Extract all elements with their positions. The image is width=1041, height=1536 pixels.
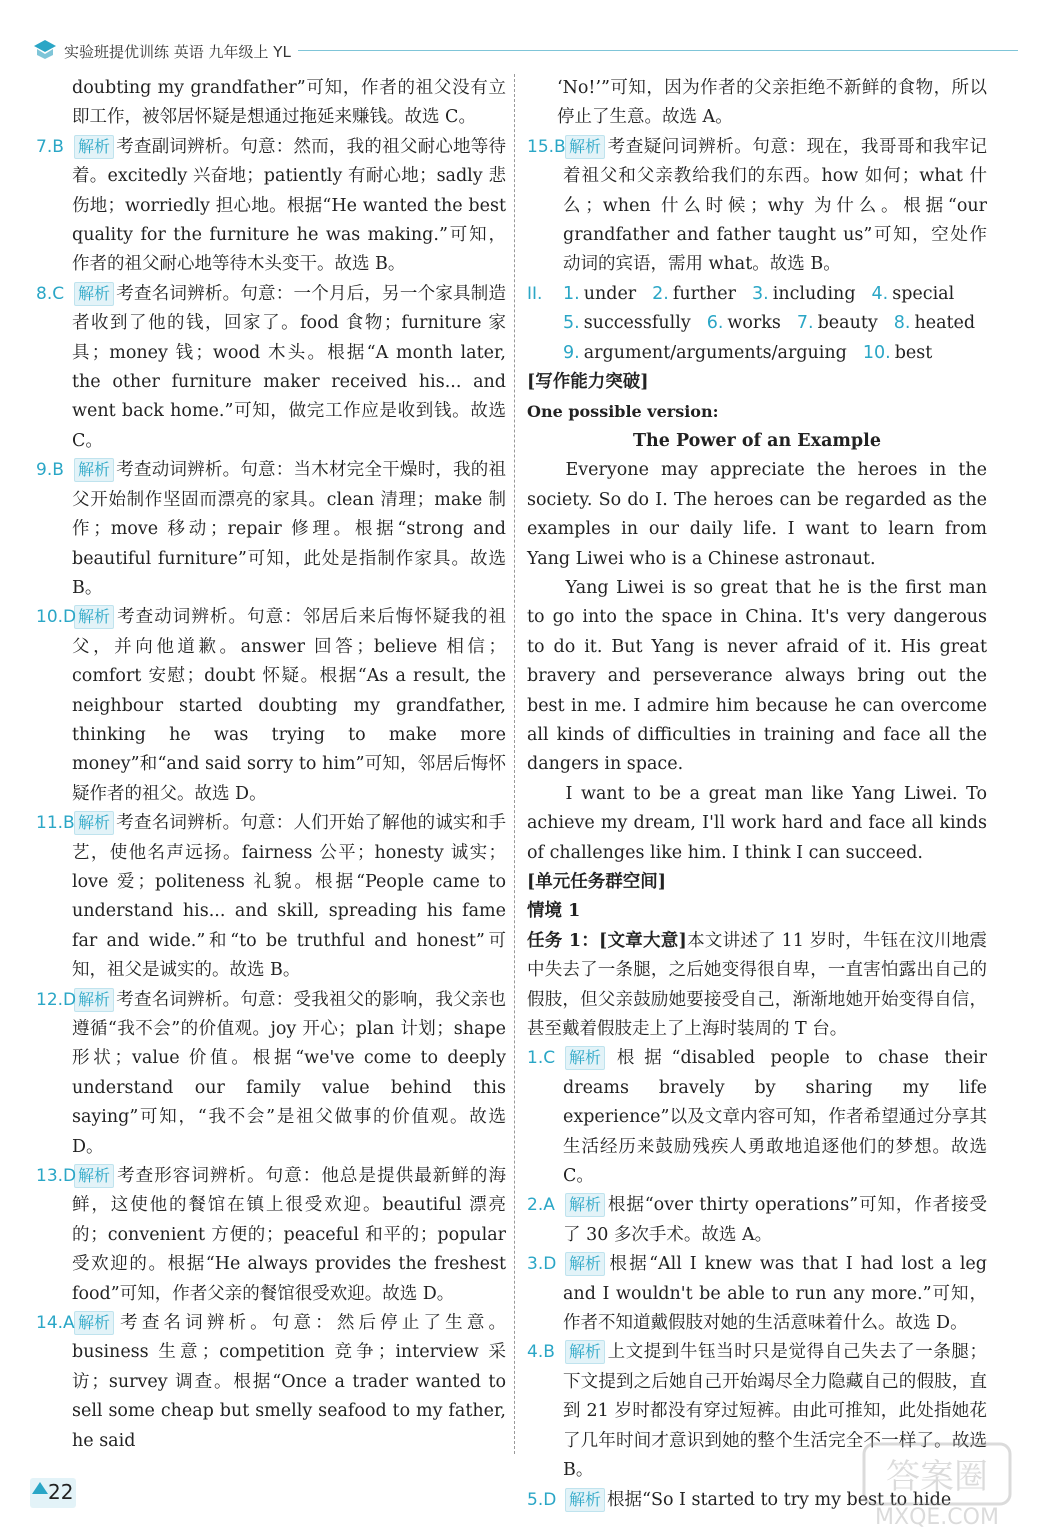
item-text: 考查名词辨析。句意：然后停止了生意。business 生意；competition 竞争；interview 采访；survey 调查。根据“Once a trader wanted to sell some cheap but smelly seafood to my father, he said	[72, 1313, 506, 1451]
answer-item	[36, 603, 506, 809]
item-text: 考查名词辨析。句意：一个月后，另一个家具制造者收到了他的钱，回家了。food 食物；furniture 家具；money 钱；wood 木头。根据“A month later, the other furniture maker received his... and went back home.”可知，做完工作应是收到钱。故选 C。	[72, 283, 506, 451]
item-number: 2.A	[527, 1195, 555, 1216]
essay-paragraph: Everyone may appreciate the heroes in the society. So do I. The heroes can be regarded as the examples in our daily life. I want to learn from Yang Liwei who is a Chinese astronaut.	[527, 460, 987, 569]
task-tag: [文章大意]	[599, 930, 687, 951]
fill-answer: 4. special	[871, 283, 955, 304]
item-number: 11.B	[36, 813, 75, 834]
analysis-tag: 解析	[74, 1311, 114, 1335]
item-text: 考查名词辨析。句意：受我祖父的影响，我父亲也遵循“我不会”的价值观。joy 开心；plan 计划；shape 形状；value 价值。根据“we've come to deeply understand our family value behind this saying”可知，“我不会”是祖父做事的价值观。故选 D。	[72, 989, 506, 1157]
fill-in-section	[527, 280, 987, 368]
analysis-tag: 解析	[74, 282, 114, 306]
answer-item	[36, 1309, 506, 1456]
item-text: 根据“over thirty operations”可知，作者接受了 30 多次手术。故选 A。	[563, 1195, 987, 1245]
item-number: 1.C	[527, 1048, 556, 1069]
fill-answer: 6. works	[706, 313, 781, 334]
answer-item	[527, 1044, 987, 1191]
answer-item-15	[527, 133, 987, 280]
fill-row	[563, 309, 987, 338]
item-number: 7.B	[36, 136, 64, 157]
item-text: 根据“All I knew was that I had lost a leg and I wouldn't be able to run any more.”可知，作者不知道戴假肢对她的生活意味着什么。故选 D。	[563, 1254, 987, 1334]
item-text: 根据“disabled people to chase their dreams bravely by sharing my life experience”以及文章内容可知，作者希望通过分享其生活经历来鼓励残疾人勇敢地追逐他们的梦想。故选 C。	[563, 1048, 987, 1187]
right-column	[527, 74, 987, 1515]
analysis-tag: 解析	[565, 1193, 605, 1217]
item-text: 根据“So I started to try my best to hide	[607, 1489, 952, 1510]
fill-answer: 10. best	[862, 342, 933, 363]
analysis-tag: 解析	[565, 1488, 605, 1512]
left-answer-list	[36, 133, 506, 1456]
essay-paragraph: I want to be a great man like Yang Liwei. To achieve my dream, I'll work hard and face all kinds of challenges like him. I think I can succeed.	[527, 783, 987, 863]
item-text: 上文提到牛钰当时只是觉得自己失去了一条腿；下文提到之后她自己开始竭尽全力隐藏自己的假肢，直到 21 岁时都没有穿过短裤。由此可推知，此处指她花了几年时间才意识到她的整个生活完全不一样了。故选 B。	[563, 1342, 987, 1481]
fill-answer: 8. heated	[893, 313, 976, 334]
analysis-tag: 解析	[74, 811, 114, 835]
item-text: 考查动词辨析。句意：邻居后来后悔怀疑我的祖父，并向他道歉。answer 回答；believe 相信；comfort 安慰；doubt 怀疑。根据“As a result, the neighbour started doubting my grandfather, thinking he was trying to make more money”和“and said sorry to him”可知，邻居后悔怀疑作者的祖父。故选 D。	[72, 607, 506, 804]
header-rule	[298, 50, 1018, 51]
arrow-up-icon	[32, 1482, 48, 1494]
fill-answer: 7. beauty	[796, 313, 878, 334]
header-title: 实验班提优训练 英语 九年级上 YL	[64, 43, 291, 61]
analysis-tag: 解析	[565, 1340, 605, 1364]
item-number: 13.D	[36, 1166, 77, 1187]
item-number: 5.D	[527, 1489, 557, 1510]
answer-item	[36, 456, 506, 603]
answer-item	[527, 1250, 987, 1338]
page-number: 22	[30, 1478, 80, 1512]
writing-heading: [写作能力突破]	[527, 372, 649, 393]
item-number: 4.B	[527, 1342, 555, 1363]
task-summary: 任务 1：[文章大意]本文讲述了 11 岁时，牛钰在汶川地震中失去了一条腿，之后她变得很自卑，一直害怕露出自己的假肢，但父亲鼓励她要接受自己，渐渐地她开始变得自信，甚至戴着假肢走上了上海时装周的 T 台。	[527, 930, 987, 1039]
unit-heading: [单元任务群空间]	[527, 871, 667, 892]
item-number: 10.D	[36, 607, 77, 628]
item-number: 12.D	[36, 989, 77, 1010]
item-text: 考查名词辨析。句意：人们开始了解他的诚实和手艺，使他名声远扬。fairness 公平；honesty 诚实；love 爱；politeness 礼貌。根据“People came to understand his... and skill, spreading his fame far and wide.”和“to be truthful and honest”可知，祖父是诚实的。故选 B。	[72, 813, 506, 981]
section-number: II.	[527, 283, 543, 304]
fill-answer: 3. including	[752, 283, 856, 304]
fill-row	[563, 339, 987, 368]
fill-answer: 2. further	[652, 283, 737, 304]
answer-item	[36, 280, 506, 456]
page-header	[20, 38, 1020, 62]
item-text: 考查动词辨析。句意：当木材完全干燥时，我的祖父开始制作坚固而漂亮的家具。clean 清理；make 制作；move 移动；repair 修理。根据“strong and beautiful furniture”可知，此处是指制作家具。故选 B。	[72, 460, 506, 598]
writing-label: One possible version:	[527, 402, 719, 422]
item-text: 考查疑问词辨析。句意：现在，我哥哥和我牢记着祖父和父亲教给我们的东西。how 如何；what 什么；when 什么时候；why 为什么。根据“our grandfather and father taught us”可知，空处作动词的宾语，需用 what。故选 B。	[563, 136, 987, 275]
item-number: 14.A	[36, 1313, 75, 1334]
item-text: 考查副词辨析。句意：然而，我的祖父耐心地等待着。excitedly 兴奋地；patiently 有耐心地；sadly 悲伤地；worriedly 担心地。根据“He wanted the best quality for the furniture he was making.”可知，作者的祖父耐心地等待木头变干。故选 B。	[72, 136, 506, 275]
answer-item	[36, 133, 506, 280]
answer-item	[36, 809, 506, 985]
continued-paragraph: ‘No!’”可知，因为作者的父亲拒绝不新鲜的食物，所以停止了生意。故选 A。	[557, 78, 987, 128]
essay-paragraph: Yang Liwei is so great that he is the first man to go into the space in China. It's very dangerous to do it. But Yang is never afraid of it. His great bravery and perseverance always bring out the best in me. I admire him because he can overcome all kinds of difficulties in training and face all the dangers in space.	[527, 577, 987, 775]
answer-item	[36, 1162, 506, 1309]
item-number: 15.B	[527, 136, 566, 157]
analysis-tag: 解析	[565, 1046, 605, 1070]
analysis-tag: 解析	[74, 458, 114, 482]
svg-text:答案圈: 答案圈	[886, 1457, 988, 1497]
analysis-tag: 解析	[74, 988, 114, 1012]
analysis-tag: 解析	[565, 135, 605, 159]
fill-row	[563, 280, 987, 309]
item-text: 考查形容词辨析。句意：他总是提供最新鲜的海鲜，这使他的餐馆在镇上很受欢迎。beautiful 漂亮的；convenient 方便的；peaceful 和平的；popular 受欢迎的。根据“He always provides the freshest food”可知，作者父亲的餐馆很受欢迎。故选 D。	[72, 1166, 506, 1304]
book-logo-icon	[32, 38, 58, 60]
fill-answer: 5. successfully	[563, 313, 691, 334]
analysis-tag: 解析	[74, 1164, 114, 1188]
intro-paragraph: doubting my grandfather”可知，作者的祖父没有立即工作，被邻居怀疑是想通过拖延来赚钱。故选 C。	[72, 78, 506, 128]
answer-item	[36, 986, 506, 1162]
analysis-tag: 解析	[74, 135, 114, 159]
fill-in-answers	[563, 280, 987, 368]
essay-body	[527, 456, 987, 868]
column-divider	[514, 74, 515, 1454]
essay-title: The Power of an Example	[633, 430, 881, 451]
fill-answer: 1. under	[563, 283, 637, 304]
watermark-logo	[862, 1438, 1012, 1530]
svg-text:MXQE.COM: MXQE.COM	[875, 1505, 999, 1530]
item-number: 3.D	[527, 1254, 557, 1275]
fill-answer: 9. argument/arguments/arguing	[563, 342, 847, 363]
item-number: 9.B	[36, 460, 64, 481]
analysis-tag: 解析	[74, 605, 114, 629]
analysis-tag: 解析	[565, 1252, 605, 1276]
left-column	[36, 74, 506, 1456]
answer-item	[527, 1191, 987, 1250]
situation-label: 情境 1	[527, 901, 581, 922]
item-number: 8.C	[36, 283, 65, 304]
